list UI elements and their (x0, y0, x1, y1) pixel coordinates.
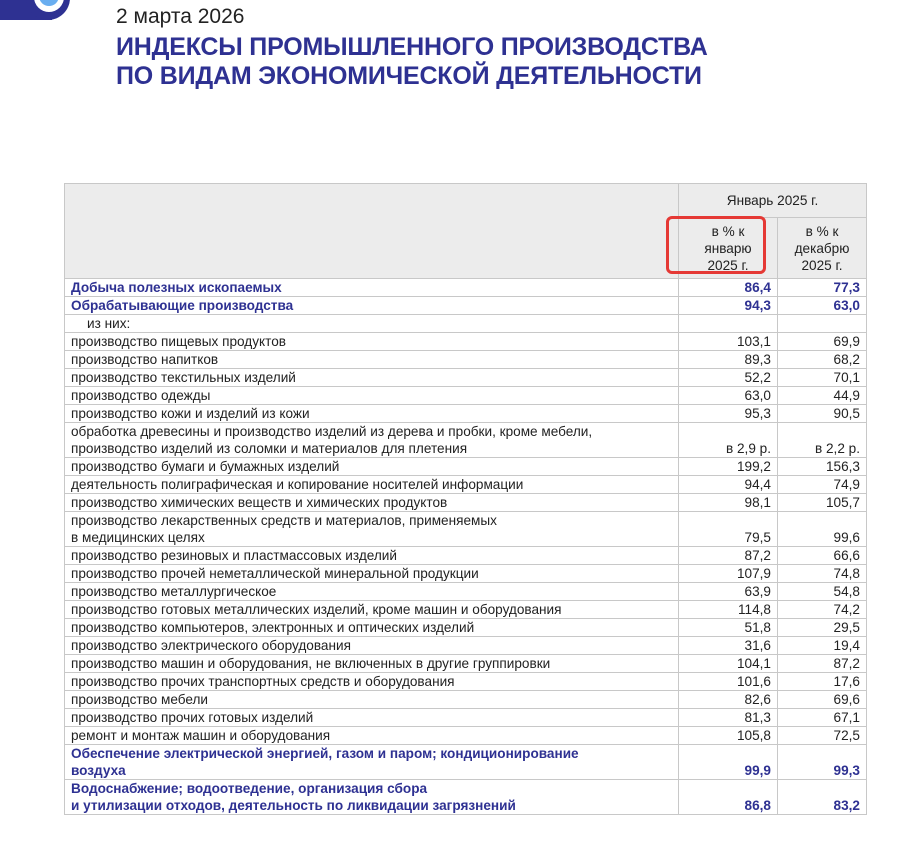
row-label-line: производство резиновых и пластмассовых изделий (71, 548, 397, 563)
value-vs-december: 99,3 (778, 745, 867, 780)
row-label (65, 673, 679, 691)
value-vs-january: 79,5 (679, 512, 778, 547)
value-vs-december (778, 315, 867, 333)
value-vs-january: в 2,9 р. (679, 423, 778, 458)
period-header: Январь 2025 г. (679, 184, 867, 218)
row-label (65, 637, 679, 655)
value-vs-january: 114,8 (679, 601, 778, 619)
row-label (65, 565, 679, 583)
row-label (65, 780, 679, 815)
value-vs-december: 70,1 (778, 369, 867, 387)
value-vs-january: 99,9 (679, 745, 778, 780)
value-vs-january: 87,2 (679, 547, 778, 565)
row-label-line: в медицинских целях (71, 530, 205, 545)
value-vs-december: 69,9 (778, 333, 867, 351)
title-line-1: ИНДЕКСЫ ПРОМЫШЛЕННОГО ПРОИЗВОДСТВА (116, 33, 708, 61)
row-label-line: Добыча полезных ископаемых (71, 280, 282, 295)
row-label (65, 619, 679, 637)
row-label-line: производство мебели (71, 692, 209, 707)
table-row (65, 458, 867, 476)
row-label-line: деятельность полиграфическая и копирование носителей информации (71, 477, 524, 492)
col-header-jan-l3: 2025 г. (707, 257, 749, 273)
table-row (65, 691, 867, 709)
release-date: 2 марта 2026 (116, 5, 245, 28)
table-row (65, 476, 867, 494)
row-label-line: Обеспечение электрической энергией, газом и паром; кондиционирование (71, 746, 579, 761)
col-header-jan (679, 218, 778, 279)
value-vs-december: 72,5 (778, 727, 867, 745)
row-label (65, 387, 679, 405)
row-label (65, 512, 679, 547)
table-row (65, 315, 867, 333)
table-row (65, 601, 867, 619)
value-vs-january: 63,9 (679, 583, 778, 601)
table-row (65, 333, 867, 351)
header-blank (65, 184, 679, 279)
value-vs-january: 103,1 (679, 333, 778, 351)
row-label-line: производство металлургическое (71, 584, 277, 599)
value-vs-december: 156,3 (778, 458, 867, 476)
col-header-dec-l3: 2025 г. (801, 257, 843, 273)
table-row (65, 780, 867, 815)
table-row (65, 494, 867, 512)
table-row (65, 565, 867, 583)
table-row (65, 351, 867, 369)
value-vs-december: 83,2 (778, 780, 867, 815)
value-vs-january (679, 315, 778, 333)
value-vs-december: 19,4 (778, 637, 867, 655)
value-vs-december: 29,5 (778, 619, 867, 637)
table-row (65, 512, 867, 547)
value-vs-december: 105,7 (778, 494, 867, 512)
value-vs-december: 74,8 (778, 565, 867, 583)
col-header-dec-l1: в % к (805, 223, 839, 239)
row-label (65, 655, 679, 673)
row-label-line: обработка древесины и производство изделий из дерева и пробки, кроме мебели, (71, 424, 593, 439)
value-vs-january: 107,9 (679, 565, 778, 583)
row-label (65, 423, 679, 458)
value-vs-january: 52,2 (679, 369, 778, 387)
row-label-line: производство лекарственных средств и материалов, применяемых (71, 513, 497, 528)
value-vs-january: 94,4 (679, 476, 778, 494)
value-vs-january: 95,3 (679, 405, 778, 423)
row-label-line: производство машин и оборудования, не включенных в другие группировки (71, 656, 551, 671)
value-vs-january: 82,6 (679, 691, 778, 709)
table-row (65, 369, 867, 387)
row-label-line: производство кожи и изделий из кожи (71, 406, 310, 421)
table-row (65, 423, 867, 458)
col-header-dec-l2: декабрю (794, 240, 850, 256)
col-header-jan-l2: январю (704, 240, 752, 256)
row-label (65, 745, 679, 780)
col-header-jan-l1: в % к (711, 223, 745, 239)
row-label-line: производство химических веществ и химических продуктов (71, 495, 448, 510)
value-vs-january: 86,4 (679, 279, 778, 297)
row-label-line: и утилизации отходов, деятельность по ликвидации загрязнений (71, 798, 516, 813)
value-vs-december: 99,6 (778, 512, 867, 547)
row-label (65, 297, 679, 315)
row-label (65, 601, 679, 619)
row-label (65, 405, 679, 423)
table-row (65, 583, 867, 601)
row-label-line: производство одежды (71, 388, 211, 403)
row-label (65, 494, 679, 512)
value-vs-december: 74,2 (778, 601, 867, 619)
table-row (65, 709, 867, 727)
table-row (65, 279, 867, 297)
value-vs-december: 77,3 (778, 279, 867, 297)
table-row (65, 547, 867, 565)
page-title (116, 33, 708, 91)
value-vs-december: 67,1 (778, 709, 867, 727)
value-vs-january: 104,1 (679, 655, 778, 673)
table-body (65, 279, 867, 815)
row-label-line: производство прочих готовых изделий (71, 710, 314, 725)
row-label-line: из них: (87, 316, 131, 331)
value-vs-december: 90,5 (778, 405, 867, 423)
value-vs-december: 69,6 (778, 691, 867, 709)
value-vs-january: 94,3 (679, 297, 778, 315)
table-row (65, 655, 867, 673)
row-label (65, 691, 679, 709)
value-vs-january: 89,3 (679, 351, 778, 369)
value-vs-december: в 2,2 р. (778, 423, 867, 458)
value-vs-january: 86,8 (679, 780, 778, 815)
industrial-index-table (64, 183, 867, 815)
row-label (65, 476, 679, 494)
row-label-line: производство прочих транспортных средств и оборудования (71, 674, 455, 689)
value-vs-january: 98,1 (679, 494, 778, 512)
row-label-line: Обрабатывающие производства (71, 298, 294, 313)
row-label (65, 709, 679, 727)
table-row (65, 637, 867, 655)
row-label-line: производство прочей неметаллической минеральной продукции (71, 566, 479, 581)
value-vs-january: 63,0 (679, 387, 778, 405)
value-vs-december: 74,9 (778, 476, 867, 494)
value-vs-january: 31,6 (679, 637, 778, 655)
row-label (65, 279, 679, 297)
row-label-line: производство напитков (71, 352, 219, 367)
value-vs-january: 51,8 (679, 619, 778, 637)
row-label-line: ремонт и монтаж машин и оборудования (71, 728, 331, 743)
row-label (65, 351, 679, 369)
value-vs-december: 44,9 (778, 387, 867, 405)
row-label (65, 727, 679, 745)
value-vs-december: 63,0 (778, 297, 867, 315)
row-label-line: производство пищевых продуктов (71, 334, 286, 349)
table-row (65, 673, 867, 691)
value-vs-december: 66,6 (778, 547, 867, 565)
table-row (65, 297, 867, 315)
row-label-line: производство компьютеров, электронных и оптических изделий (71, 620, 475, 635)
row-label-line: производство текстильных изделий (71, 370, 296, 385)
table-row (65, 619, 867, 637)
row-label (65, 333, 679, 351)
row-label-line: воздуха (71, 763, 126, 778)
value-vs-january: 81,3 (679, 709, 778, 727)
row-label-line: Водоснабжение; водоотведение, организация сбора (71, 781, 428, 796)
table-row (65, 745, 867, 780)
value-vs-december: 68,2 (778, 351, 867, 369)
table-row (65, 405, 867, 423)
row-label (65, 369, 679, 387)
row-label-line: производство готовых металлических изделий, кроме машин и оборудования (71, 602, 562, 617)
table-row (65, 387, 867, 405)
row-label (65, 583, 679, 601)
value-vs-january: 199,2 (679, 458, 778, 476)
value-vs-january: 105,8 (679, 727, 778, 745)
row-label-line: производство изделий из соломки и материалов для плетения (71, 441, 468, 456)
value-vs-december: 17,6 (778, 673, 867, 691)
row-label (65, 315, 679, 333)
row-label-line: производство электрического оборудования (71, 638, 351, 653)
value-vs-december: 87,2 (778, 655, 867, 673)
col-header-dec (778, 218, 867, 279)
value-vs-december: 54,8 (778, 583, 867, 601)
table-row (65, 727, 867, 745)
row-label (65, 458, 679, 476)
value-vs-january: 101,6 (679, 673, 778, 691)
title-line-2: ПО ВИДАМ ЭКОНОМИЧЕСКОЙ ДЕЯТЕЛЬНОСТИ (116, 62, 702, 90)
row-label-line: производство бумаги и бумажных изделий (71, 459, 340, 474)
row-label (65, 547, 679, 565)
